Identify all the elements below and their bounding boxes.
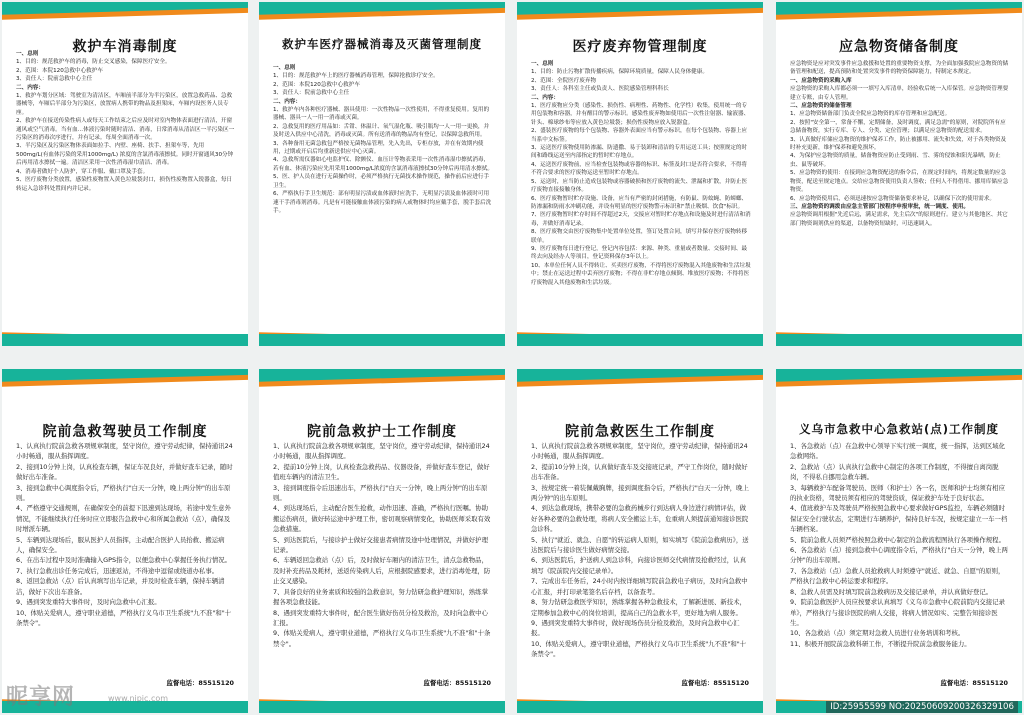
rule-paragraph: 3、接到急救中心调度指令后，严格执行"白天一分钟，晚上两分钟"的出车原则。	[16, 483, 231, 503]
rule-paragraph: 5、应急物资的使用：在接到应急物资配送的指令后，在规定时间内，将规定数量的应急物资，配送至规定地点。交给应急物资使用负责人签收；任何人不得借用、挪用库储应急物资。	[790, 170, 1009, 194]
rule-paragraph: 5、院前急救人员须严格按照急救中心制定的急救流程图执行各项操作规程。	[790, 535, 1005, 544]
rules-board	[776, 2, 1022, 346]
supervision-phone: 监督电话：85515120	[423, 679, 491, 687]
rule-paragraph: 3、运送医疗废物使用防渗漏、防遗撒、易于装卸和清洁的专用运送工具；按照规定的时间和路线运送至内部指定的暂时贮存地点。	[531, 145, 748, 160]
bottom-decor-band	[2, 326, 248, 346]
rule-paragraph: 6、到达医院后，护送病人到急诊科，向接诊医师交代病情及抢救经过，认真填写《院前院内交接记录单》。	[531, 556, 746, 575]
rules-board	[259, 369, 505, 713]
rule-paragraph: 9、遇到突发重特大事件时，做好现场伤员分检及救治，及时向急救中心汇报。	[531, 618, 740, 638]
top-decor-band	[517, 2, 763, 28]
rule-paragraph: 4、严格遵守交通规则，在确保安全的前提下迅速到达现场，若途中发生意外情况，不能继续执行任务时应立即报告急救中心和所属急救站（点），确保及时增派车辆。	[16, 504, 231, 534]
rule-paragraph: 1、应急物资储备部门负责全院应急物资的库存管理和应急配送。	[790, 111, 951, 118]
rule-paragraph: 1、认真执行院前急救各项规章制度，坚守岗位，遵守劳动纪律，保持通讯24小时畅通，服从指挥调度。	[531, 442, 748, 461]
rule-paragraph: 7、完成出车任务后，24小时内按详细填写院前急救电子病历，及时向急救中心汇报，并打印录笔签名后存档，以备查考。	[531, 577, 748, 596]
rule-paragraph: 1、各急救站（点）在急救中心领导下实行统一调度，统一指挥，达到区域化急救网络。	[790, 442, 1005, 461]
rule-paragraph: 2、提前10分钟上岗，认真检查急救药品、仪器设备，并做好查车登记，做好值班车辆内的清洁卫生。	[273, 462, 490, 482]
rule-paragraph: 3、责任人：院前急救中心主任	[16, 76, 93, 83]
top-decor-band	[776, 369, 1022, 395]
supervision-phone: 监督电话：85515120	[681, 679, 749, 687]
section-heading: 一、总则	[273, 65, 296, 71]
rule-paragraph: 10、各急救站（点）须定期对急救人员进行业务培训和考核。	[790, 629, 965, 638]
rule-paragraph: 1、认真执行院前急救各项规章制度，坚守岗位，遵守劳动纪律，保持通讯24小时畅通，服从指挥调度。	[273, 442, 490, 461]
rule-paragraph: 1、目的：规范救护车上的医疗器械消毒管理，保障抢救诊疗安全。	[273, 73, 439, 80]
rule-paragraph: 3、半污染区及污染区物体表面如拉手、内壁、座椅、扶手、担架车等，先用500mg/L(有血体污染的采用1000mg/L) 浓度的含氯消毒液擦拭。同时开窗通风30分钟后再用清水擦拭一遍。清洁区采用一次性消毒湿巾清洁、消毒。	[16, 143, 234, 167]
rule-paragraph: 1、目的：防止污物扩散传播疾病，保障环境质量，保障人民身体健康。	[531, 69, 708, 76]
top-decor-band	[2, 2, 248, 28]
rule-paragraph: 1、救护车划分区域：驾驶室为清洁区，车厢前半部分为半污染区，放置急救药品、急救器械等，车厢后半部分为污染区，放置病人携带的物品及担架床，车厢内设医务人员专座。	[16, 93, 233, 116]
rule-paragraph: 11、积极开展院前急救科研工作，不断提升院前急救服务能力。	[790, 639, 971, 648]
board-body	[790, 60, 1010, 228]
rule-paragraph: 8、返回急救站（点）后认真填写出车记录，并及时检查车辆，保持车辆清洁，做好下次出车准备。	[16, 577, 225, 596]
rule-paragraph: 5、医疗废物分类放置，感染性废物置入黄色垃圾袋封口，损伤性废物置入锐器盒，每日转运入急诊科处置间内并记录。	[16, 177, 233, 192]
section-heading: 二、内容：	[273, 98, 301, 105]
board-body	[16, 441, 236, 628]
rule-paragraph: 8、遇到突发重特大事件时，配合医生做好伤员分检及救治，及时向急救中心汇报。	[273, 608, 488, 627]
section-heading: 二、应急物资的储备管理	[790, 103, 852, 110]
rule-paragraph: 2、范围：本院120急救中心救护车	[273, 81, 360, 88]
rule-paragraph: 3、每辆救护车配备驾驶员、医师（和护士）各一名，医师和护士均须有相应的执业资格，驾驶员须有相应的驾驶资质，保证救护车处于良好状态。	[790, 483, 1005, 503]
rule-paragraph: 1、目的：规范救护车的消毒，防止交叉感染，保障医疗安全。	[16, 59, 171, 66]
rule-paragraph: 4、急救所需仪器如心电监护仪、除颤仪、血压计等物表采用一次性消毒湿巾擦拭消毒，若有血、体液污染应先用采用1000mg/L浓度的含氯消毒液擦拭30分钟后再用清水擦拭。	[273, 157, 493, 172]
rule-paragraph: 应急物资的采购入库都必须一一填写入库清单，经验收后统一入库保管。应急物资管理要建立专账，由专人管理。	[790, 86, 1009, 101]
rules-board	[259, 2, 505, 346]
rule-paragraph: 8、医疗废物交由医疗废物集中处置单位处置，签订处置合同，填写并保存医疗废物转移联单。	[531, 229, 748, 244]
board-title: 院前急救护士工作制度	[307, 424, 457, 440]
rule-paragraph: 4、值班救护车及驾驶员严格按照急救中心要求做好GPS监控，车辆必须随时保证安全行驶状态，定期进行车辆养护，保持良好车况，按规定建立一车一档车辆档案。	[790, 504, 1008, 534]
board-title: 救护车消毒制度	[72, 39, 178, 55]
rule-paragraph: 5、医、护人员在进行无菌操作时，必须严格执行无菌技术操作规范，操作前后应进行手卫生。	[273, 174, 490, 189]
bottom-decor-band	[776, 326, 1022, 346]
rule-paragraph: 9、体贴关爱病人，遵守职业道德，严格执行义乌市卫生系统"九不准"和"十条禁令"。	[273, 629, 491, 648]
rule-paragraph: 2、提前10分钟上岗，认真做好查车及交接班记录，严守工作岗位，随时做好出车准备。	[531, 462, 748, 482]
board-body	[531, 441, 751, 660]
bottom-decor-band	[259, 326, 505, 346]
rule-paragraph: 5、运送时，应当防止造成包装物或容器破损和医疗废物的流失、泄漏和扩散，并防止医疗废物直接接触身体。	[531, 178, 748, 194]
rule-paragraph: 4、为保护应急物资的质量，储备物资应防止受到雨、雪、雾的侵蚀和阳光暴晒，防止虫、鼠等破坏。	[790, 153, 1001, 168]
rules-board	[2, 369, 248, 713]
board-body	[273, 64, 493, 215]
section-heading: 二、内容：	[16, 84, 44, 91]
rule-paragraph: 2、范围：全院医疗废弃物	[531, 77, 597, 84]
rule-paragraph: 8、努力钻研急救医学知识，熟练掌握各种急救技术，了解新进展、新技术，定期参加急救中心的岗位培训，提高自己的急救水平，更好地为病人服务。	[531, 598, 746, 617]
top-decor-band	[259, 369, 505, 395]
rules-board	[776, 369, 1022, 713]
rule-paragraph: 2、范围：本院120急救中心救护车	[16, 67, 103, 74]
board-title: 院前急救医生工作制度	[565, 424, 715, 440]
top-decor-band	[517, 369, 763, 395]
rule-paragraph: 3、责任人：各科室主任或负责人、医院感染管理科科长	[531, 86, 669, 93]
board-title: 院前急救驾驶员工作制度	[42, 424, 208, 440]
board-body	[531, 60, 751, 287]
board-title: 义乌市急救中心急救站(点)工作制度	[798, 422, 999, 436]
rule-paragraph: 2、急救站（点）认真执行急救中心制定的各项工作制度，不得擅自离岗脱岗，不得私自挪用急救车辆。	[790, 462, 999, 482]
board-body	[16, 50, 236, 193]
board-title: 救护车医疗器械消毒及灭菌管理制度	[282, 37, 482, 51]
rule-paragraph: 5、车辆到达现场后，服从医护人员指挥，主动配合医护人员抬救、搬运病人，确保安全。	[16, 535, 225, 555]
rule-paragraph: 2、按照"安全第一，常备不懈，定期储备，及时调度，满足急需"的原则，对院院所有应急储备物资，实行专库、专人、分类、定位管理；以满足应急物资的配送需求。	[790, 119, 1006, 135]
rule-paragraph: 7、医疗废物暂时贮存时间不得超过2天，交接应对暂时贮存地点和设施及时进行清洁和消毒，并做好消毒记录。	[531, 212, 751, 227]
board-title: 应急物资储备制度	[839, 39, 959, 55]
board-title: 医疗废弃物管理制度	[572, 39, 708, 55]
rule-paragraph: 4、消毒者做好个人防护，穿工作服、戴口罩及手套。	[16, 168, 149, 175]
rule-paragraph: 5、到达医院后，与接诊护士做好交接患者病情及途中处理情况，并做好护理记录。	[273, 535, 488, 555]
rule-paragraph: 6、严格执行手卫生规范：部有明显污渍或血体液时应洗手，无明显污渍及血体液时可用速干手消毒剂消毒。凡是有可能接触血体液污染的病人或物体时均应戴手套，脱手套后洗手。	[273, 191, 492, 214]
rule-paragraph: 4、到达现场后，主动配合医生抢救，动作迅速、准确，严格执行医嘱。协助搬运伤病员，做好转运途中护理工作，密切观察病情变化，协助医师采取有效急救措施。	[273, 504, 491, 534]
section-heading: 一、总则	[531, 61, 554, 67]
rule-paragraph: 1、医疗废物应分类（感染性、损伤性、病理性、药物性、化学性）收集，使用统一的专用包装物和容器，并有醒目的警示标识。感染性废弃物如使用后一次性注射器、输液器、针头、棉球纱布等应放入黄色垃圾袋；损伤性废物应放入锐器盒。	[531, 103, 750, 126]
rule-paragraph: 6、车辆返回急救站（点）后，及时做好车厢内的清洁卫生，清点急救物品，及时补充药品及耗材，送返传染病人后，应根据院感要求，进行消毒处理，防止交叉感染。	[273, 556, 491, 586]
section-heading: 二、内容：	[531, 94, 559, 101]
rule-paragraph: 10、体贴关爱病人，遵守职业道德，严格执行义乌市卫生系统"九不准"和"十条禁令"。	[531, 639, 747, 659]
bottom-decor-band	[259, 693, 505, 713]
rule-paragraph: 1、救护车内各种医疗器械、器具使用：一次性物品一次性使用，不得重复使用。复用的器械、器具一人一用一消毒或灭菌。	[273, 107, 490, 122]
supervision-phone: 监督电话：85515120	[166, 679, 234, 687]
rule-paragraph: 3、各种备用无菌急救包严格按无菌物品管理，先入先出，专柜存放，并在有效期内使用，过期或开启后均重新送供应中心灭菌。	[273, 140, 484, 156]
bottom-decor-band	[517, 693, 763, 713]
rule-paragraph: 10、体贴关爱病人，遵守职业道德，严格执行义乌市卫生系统"九不准"和"十条禁令"。	[16, 608, 232, 627]
board-body	[273, 441, 493, 649]
rule-paragraph: 9、遇到突发重特大事件时，及时向急救中心汇报。	[16, 598, 161, 607]
rule-paragraph: 6、医疗废物暂时贮存设施、设备，应当有严密的封闭措施，有防鼠、防蚊蝇、防蟑螂、防渗漏和防雨水冲刷功能，并设有明显的医疗废物警示标识和"禁止吸烟、饮食"标识。	[531, 195, 748, 210]
rule-paragraph: 9、院前急救医护人员应按要求认真填写《义乌市急救中心院前院内交接记录单》，严格执行与接诊医院的病人交接，将病人情况如实、完整告知接诊医生。	[790, 598, 1005, 627]
image-id-label: ID:25955599 NO:20250609200326329106	[826, 701, 1018, 713]
rule-paragraph: 应急物资是应对突发事件应急救援和处置的重要物资支撑，为全面加强我院应急物资的储备管理和配送，提高预防和处置突发事件的物资保障能力，特制定本规定。	[790, 61, 1009, 76]
rule-paragraph: 2、接到10分钟上岗，认真检查车辆，保证车况良好，并做好查车记录，随时做好出车准备。	[16, 462, 233, 482]
rule-paragraph: 6、应急物资使用后，必须迅速按应急物资储备要求补足，以确保下次的使用需求。	[790, 195, 995, 202]
rule-paragraph: 4、运送医疗废物前，应当检查包装物或容器的标识、标签及封口是否符合要求，不得将不符合要求的医疗废物运送至暂时贮存地点。	[531, 161, 748, 177]
rules-board	[517, 2, 763, 346]
rule-paragraph: 6、各急救站（点）接到急救中心调度指令后，严格执行"白天一分钟，晚上两分钟"的出车原则。	[790, 546, 1008, 565]
section-heading: 一、总则	[16, 51, 39, 57]
top-decor-band	[776, 2, 1022, 28]
site-watermark-url: www.nipic.com	[108, 694, 169, 703]
rule-paragraph: 应急物资调用根据"先近后远，满足需求，先主后次"的原则进行。建立与其他地区、其它部门物资调剂供应的渠道，以备物资短缺时，可迅速调入。	[790, 212, 1008, 227]
rule-paragraph: 5、执行"就近、就急、自愿"的转运病人原则，如实填写《院前急救病历》，送达医院后与接诊医生做好病情交接。	[531, 535, 749, 555]
rule-paragraph: 9、医疗废物每日进行登记，登记内容包括：来源、种类、重量或者数量、交接时间、最终去向及经办人等项目，登记资料保存3年以上。	[531, 245, 748, 261]
rules-board	[517, 369, 763, 713]
rules-board	[2, 2, 248, 346]
rule-paragraph: 2、盛装医疗废物的每个包装物、容器外表面应当有警示标识，在每个包装物、容器上应当系中文标签。	[531, 128, 748, 143]
section-heading: 三、应急物资的调拨由应急主管部门按程序申报审批，统一调度、使用。	[790, 203, 970, 210]
top-decor-band	[2, 369, 248, 395]
rule-paragraph: 4、到达急救现场，携带必要的急救药械步行到达病人身边进行病情评估，做好各种必要的急救处理，将病人安全搬运上车，危重病人须提前通知接诊医院急诊科。	[531, 504, 749, 534]
board-body	[790, 441, 1010, 649]
rule-paragraph: 8、急救人员需及时填写院前急救病历及交接记录单，并认真做好登记。	[790, 587, 993, 596]
rule-paragraph: 7、具备良好的业务素质和较强的急救意识，努力钻研急救护理知识，熟练掌握各项急救技能。	[273, 587, 488, 607]
rule-paragraph: 6、在出车过程中及时准确输入GPS指令，以便急救中心掌握任务执行情况。	[16, 556, 232, 565]
rule-paragraph: 2、救护车在接送传染性病人或每天工作结束之后应及时对室内物体表面进行清洁，开窗通风或空气消毒。当有血…体液污染时随时清洁、消毒，日常消毒从清洁区一半污染区一污染区的消毒次序进行，并有记录。每周全面消毒一次。	[16, 118, 235, 142]
bottom-decor-band	[517, 326, 763, 346]
supervision-phone: 监督电话：85515120	[940, 679, 1008, 687]
rule-paragraph: 3、认真做好库储应急物资的维护保养工作，防止被挪用、流失和失效，对于各类物资及时补充更新，维护保养和避免损坏。	[790, 136, 1007, 152]
rule-paragraph: 10、本单位任何人员不得转让、买卖医疗废物，不得将医疗废物混入其他废物和生活垃圾中；禁止在运送过程中丢弃医疗废物；不得在非贮存地点倾倒、堆放医疗废物；不得将医疗废物混入其他废物和生活垃圾。	[531, 262, 751, 286]
rule-paragraph: 7、各急救站（点）急救人员抢救病人时须遵守"就近、就急、自愿"的原则，严格执行急救中心转运要求和程序。	[790, 566, 1005, 586]
rule-paragraph: 3、接到调度指令后迅速出车，严格执行"白天一分钟，晚上两分钟"的出车原则。	[273, 483, 488, 503]
top-decor-band	[259, 2, 505, 28]
rule-paragraph: 7、执行急救出诊任务完成后，迅速返站，不得途中逗留或绕道办私事。	[16, 566, 219, 575]
site-watermark-logo: 昵享网	[6, 685, 76, 710]
section-heading: 一、应急物资的采购入库	[790, 77, 852, 84]
rule-paragraph: 3、责任人：院前急救中心主任	[273, 90, 350, 97]
rule-paragraph: 2、急救复用的医疗用品如：舌钳、体温计、氧气湿化瓶、吸引瓶均一人一用一更换，并及时送入供应中心清洗，消毒或灭菌。所有送消毒的物品均有登记，以保障急救所用。	[273, 123, 490, 139]
rule-paragraph: 1、认真执行院前急救各项规章制度，坚守岗位，遵守劳动纪律，保持通讯24小时畅通，服从指挥调度。	[16, 442, 233, 461]
rule-paragraph: 3、按规定统一着装佩戴胸牌，接到调度指令后，严格执行"白天一分钟，晚上两分钟"的出车原则。	[531, 483, 749, 503]
